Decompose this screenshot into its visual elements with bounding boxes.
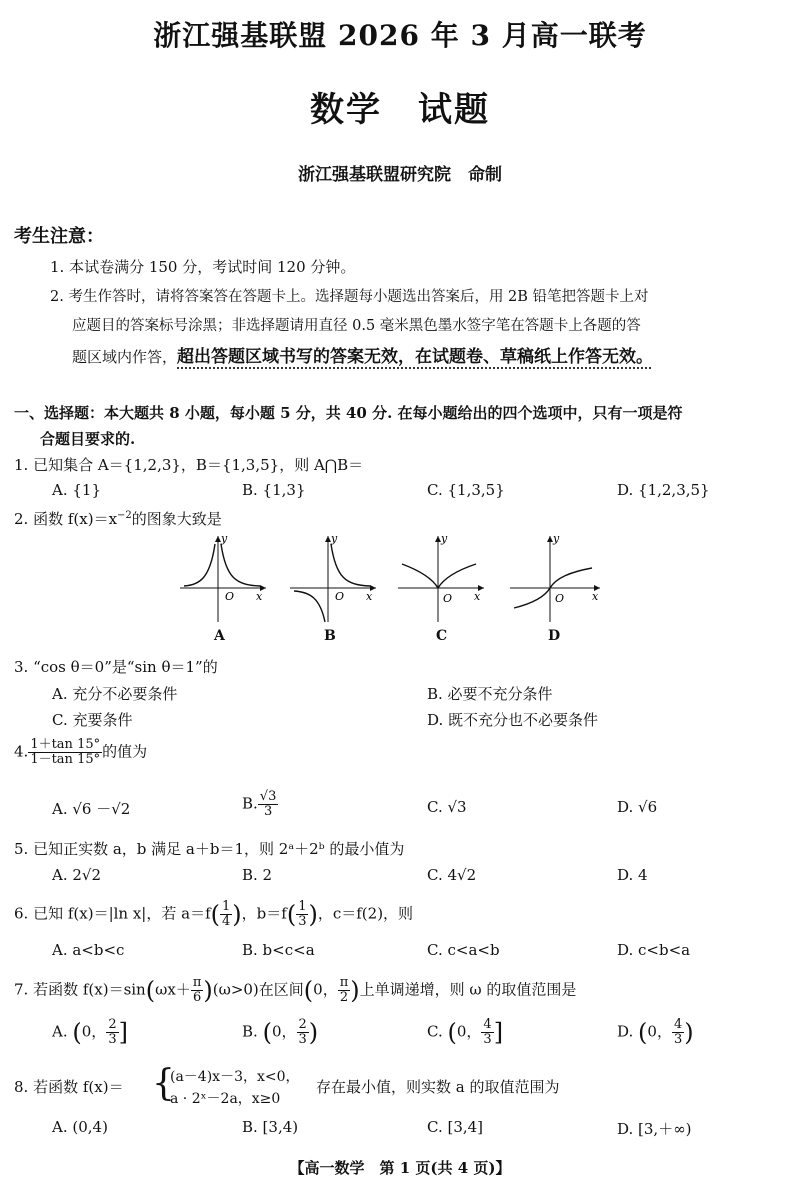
q2-d-origin: O	[555, 592, 565, 605]
q7-pi-2-frac	[338, 976, 351, 1005]
notice-line-1: 1. 本试卷满分 150 分，考试时间 120 分钟。	[50, 258, 356, 276]
q7-opt-a-num: 2	[108, 1017, 117, 1032]
q6-b-num: 1	[298, 899, 307, 914]
q7-opt-d-frac	[672, 1018, 684, 1047]
q8-option-b: B. [3,4)	[242, 1118, 299, 1136]
q2-graph-label-a: A	[214, 628, 225, 644]
q7-opt-c-num: 4	[483, 1017, 492, 1032]
q7-opt-b-zero: 0，	[271, 1022, 297, 1041]
q7-opt-b-label: B.	[242, 1022, 258, 1041]
q7-two: 2	[339, 990, 349, 1005]
q2-stem-post: 的图象大致是	[131, 510, 222, 528]
q4-option-d: D. √6	[617, 798, 658, 816]
q4-stem	[14, 738, 147, 767]
q7-pre: 7. 若函数 f(x)＝sin	[14, 980, 146, 999]
q5-stem: 5. 已知正实数 a，b 满足 a＋b＝1，则 2ᵃ＋2ᵇ 的最小值为	[14, 840, 405, 858]
q8-case-1: (a－4)x－3，x<0，	[170, 1069, 300, 1085]
q6-b-den: 3	[298, 914, 307, 929]
q8-stem-pre: 8. 若函数 f(x)＝	[14, 1078, 124, 1096]
q2-graph-d	[510, 530, 605, 625]
q6-a-num: 1	[222, 899, 231, 914]
q7-opt-d-den: 3	[673, 1032, 683, 1047]
q7-six: 6	[192, 990, 202, 1005]
q5-option-c: C. 4√2	[427, 866, 477, 884]
q4-option-b-frac	[258, 790, 279, 819]
q1-option-a: A. {1}	[52, 481, 101, 499]
q2-b-y-label: y	[331, 532, 338, 545]
q7-opt-a-frac	[106, 1018, 118, 1047]
q6-stem: 6. 已知 f(x)＝|ln x|，若 a＝f( $\frac{1}{4}$ )，b＝f( $\frac{1}{3}$ )，c＝f(2)，则	[14, 899, 414, 929]
q4-stem-post: 的值为	[102, 742, 148, 761]
q6-option-c: C. c<a<b	[427, 941, 500, 959]
q7-pi-2: π	[339, 975, 349, 990]
q4-fraction	[28, 738, 102, 767]
q4-option-b	[242, 790, 278, 819]
q8-option-a: A. (0,4)	[52, 1118, 108, 1136]
q2-c-x-label: x	[474, 590, 481, 603]
q4-option-b-label: B.	[242, 794, 258, 813]
q5-option-b: B. 2	[242, 866, 273, 884]
q2-d-y-label: y	[553, 532, 560, 545]
section-heading-line2: 合题目要求的.	[40, 430, 136, 448]
notice-line-2a: 2. 考生作答时，请将答案答在答题卡上。选择题每小题选出答案后，用 2B 铅笔把答题卡上对	[50, 289, 649, 305]
q2-c-origin: O	[443, 592, 453, 605]
q7-interval-pre: 0，	[313, 980, 338, 999]
q7-post: 上单调递增，则 ω 的取值范围是	[359, 980, 577, 999]
q6-pre: 6. 已知 f(x)＝|ln x|，若 a＝f	[14, 904, 211, 923]
q7-opt-b-den: 3	[298, 1032, 307, 1047]
q6-a-frac	[220, 900, 232, 929]
notice-emphasis: 超出答题区域书写的答案无效，在试题卷、草稿纸上作答无效。	[177, 347, 654, 367]
q7-inner-pre: ωx＋	[155, 980, 191, 999]
q2-graph-label-b: B	[324, 628, 336, 644]
q2-b-origin: O	[335, 590, 345, 603]
q5-option-a: A. 2√2	[52, 866, 102, 884]
q7-stem: 7. 若函数 f(x)＝sin(ωx＋ $\frac{\pi}{6}$ )(ω>0)在区间(0， $\frac{\pi}{2}$ )上单调递增，则 ω 的取值范围是	[14, 975, 577, 1005]
subject-title: 数学 试题	[310, 90, 490, 130]
notice-heading: 考生注意：	[14, 226, 104, 247]
q3-option-d: D. 既不充分也不必要条件	[427, 711, 599, 729]
q7-mid: (ω>0)在区间	[212, 980, 304, 999]
q1-option-c: C. {1,3,5}	[427, 481, 505, 499]
q6-option-d: D. c<b<a	[617, 941, 691, 959]
q7-opt-c-den: 3	[483, 1032, 492, 1047]
q4-number: 4.	[14, 742, 29, 761]
notice-line-2c-text: 题区域内作答，	[72, 348, 178, 366]
q2-b-x-label: x	[366, 590, 373, 603]
q7-option-c: C. (0， $\frac{4}{3}$ ]	[427, 1017, 504, 1047]
q1-option-b: B. {1,3}	[242, 481, 306, 499]
q7-opt-b-frac	[297, 1018, 309, 1047]
notice-line-2b: 应题目的答案标号涂黑；非选择题请用直径 0.5 毫米黑色墨水签字笔在答题卡上各题的答	[72, 318, 641, 334]
q3-option-c: C. 充要条件	[52, 711, 133, 729]
q4-optb-num: √3	[259, 789, 277, 804]
q1-option-d: D. {1,2,3,5}	[617, 481, 710, 499]
q6-post: ，c＝f(2)，则	[317, 904, 414, 923]
q7-opt-b-num: 2	[298, 1017, 307, 1032]
q8-stem-post: 存在最小值，则实数 a 的取值范围为	[316, 1078, 560, 1096]
q2-graph-b	[290, 530, 380, 625]
q7-opt-c-label: C.	[427, 1022, 443, 1041]
q6-a-den: 4	[222, 914, 231, 929]
page-footer: 【高一数学 第 1 页(共 4 页)】	[289, 1159, 511, 1177]
q7-option-b: B. (0， $\frac{2}{3}$ )	[242, 1017, 319, 1047]
q2-d-x-label: x	[592, 590, 599, 603]
q4-optb-den: 3	[263, 804, 273, 819]
q7-pi-6-frac	[191, 976, 204, 1005]
q7-option-d: D. (0， $\frac{4}{3}$ )	[617, 1017, 694, 1047]
q8-brace: {	[152, 1063, 175, 1104]
q8-case-2: a · 2ˣ－2a，x≥0	[170, 1091, 281, 1107]
q3-option-b: B. 必要不充分条件	[427, 685, 553, 703]
q7-opt-a-zero: 0，	[81, 1022, 107, 1041]
q7-pi: π	[192, 975, 202, 990]
q4-frac-num: 1＋tan 15°	[30, 737, 101, 752]
q7-opt-a-label: A.	[52, 1022, 68, 1041]
q6-mid: ，b＝f	[241, 904, 287, 923]
q2-stem-pre: 2. 函数 f(x)＝x	[14, 510, 118, 528]
q2-c-y-label: y	[441, 532, 448, 545]
q6-option-a: A. a<b<c	[52, 941, 125, 959]
section-heading-line1: 一、选择题：本大题共 8 小题，每小题 5 分，共 40 分. 在每小题给出的四个选项中，只有一项是符	[14, 404, 683, 422]
q2-graph-label-d: D	[548, 628, 561, 644]
exam-title: 浙江强基联盟 2026 年 3 月高一联考	[153, 19, 647, 52]
q7-option-a: A. (0， $\frac{2}{3}$ ]	[52, 1017, 128, 1047]
q2-graph-label-c: C	[436, 628, 448, 644]
q4-option-a: A. √6 －√2	[52, 800, 131, 818]
q7-opt-c-zero: 0，	[456, 1022, 482, 1041]
q4-frac-den: 1－tan 15°	[30, 752, 101, 767]
q2-exponent: −2	[117, 510, 132, 521]
q7-opt-d-num: 4	[673, 1017, 683, 1032]
q2-stem	[14, 508, 222, 529]
q5-option-d: D. 4	[617, 866, 648, 884]
q1-stem: 1. 已知集合 A＝{1,2,3}，B＝{1,3,5}，则 A⋂B＝	[14, 456, 364, 474]
q7-opt-c-frac	[481, 1018, 493, 1047]
author-line: 浙江强基联盟研究院 命制	[298, 165, 502, 185]
q2-a-y-label: y	[221, 532, 228, 545]
q7-opt-a-den: 3	[108, 1032, 117, 1047]
q2-graph-c	[398, 530, 488, 625]
q2-a-x-label: x	[256, 590, 263, 603]
q7-opt-d-zero: 0，	[647, 1022, 672, 1041]
q6-option-b: B. b<c<a	[242, 941, 315, 959]
q3-stem: 3. “cos θ＝0”是“sin θ＝1”的	[14, 658, 218, 676]
q4-option-c: C. √3	[427, 798, 467, 816]
q6-b-frac	[296, 900, 308, 929]
q8-option-d: D. [3,＋∞)	[617, 1120, 692, 1138]
notice-line-2c	[72, 342, 653, 367]
q2-a-origin: O	[225, 590, 235, 603]
q7-opt-d-label: D.	[617, 1022, 634, 1041]
q3-option-a: A. 充分不必要条件	[52, 685, 178, 703]
q8-option-c: C. [3,4]	[427, 1118, 484, 1136]
q2-graph-a	[180, 530, 270, 625]
